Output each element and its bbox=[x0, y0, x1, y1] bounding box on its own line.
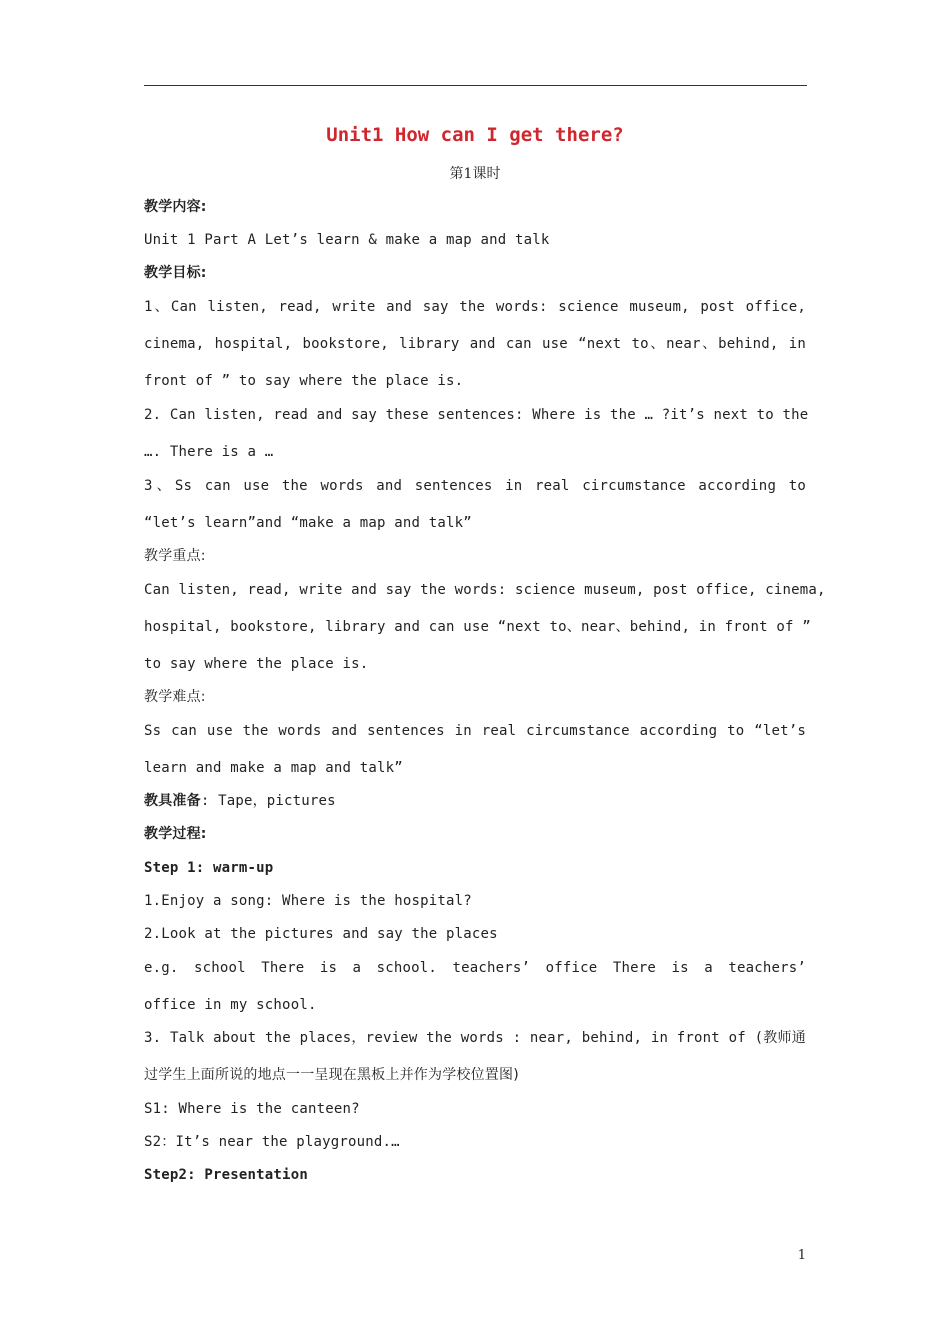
objective-1-line-2: cinema, hospital, bookstore, library and can use “next to、near、behind, in bbox=[144, 336, 806, 352]
page-number: 1 bbox=[797, 1248, 806, 1263]
step-1-item-3-line-2: 过学生上面所说的地点一一呈现在黑板上并作为学校位置图) bbox=[144, 1067, 519, 1083]
key-line-2: hospital, bookstore, library and can use “next to、near、behind, in front of ” bbox=[144, 619, 811, 635]
objective-3-line-1: 3、Ss can use the words and sentences in real circumstance according to bbox=[144, 478, 806, 494]
step-1-heading: Step 1: warm-up bbox=[144, 860, 274, 876]
heading-objectives: 教学目标: bbox=[144, 265, 207, 281]
key-line-1: Can listen, read, write and say the words: science museum, post office, cinema, bbox=[144, 582, 826, 598]
heading-difficult-points: 教学难点: bbox=[144, 689, 206, 705]
heading-aids: 教具准备 bbox=[144, 793, 201, 809]
objective-2-line-1: 2. Can listen, read and say these sentences: Where is the … ?it’s next to the bbox=[144, 407, 809, 423]
objective-3-line-2: “let’s learn”and “make a map and talk” bbox=[144, 515, 472, 531]
aids-value: : Tape，pictures bbox=[200, 793, 336, 809]
heading-key-points: 教学重点: bbox=[144, 548, 206, 564]
step-1-item-2: 2.Look at the pictures and say the places bbox=[144, 926, 498, 942]
step-2-heading: Step2: Presentation bbox=[144, 1167, 308, 1183]
step-1-example-line-2: office in my school. bbox=[144, 997, 317, 1013]
dialogue-answer: S2：It’s near the playground.… bbox=[144, 1134, 400, 1150]
difficult-line-2: learn and make a map and talk” bbox=[144, 760, 403, 776]
teaching-aids bbox=[144, 791, 806, 811]
objective-1-line-3: front of ” to say where the place is. bbox=[144, 373, 464, 389]
content-line: Unit 1 Part A Let’s learn & make a map and talk bbox=[144, 232, 550, 248]
objective-2-line-2: …. There is a … bbox=[144, 444, 274, 460]
heading-content: 教学内容: bbox=[144, 199, 207, 215]
difficult-line-1: Ss can use the words and sentences in real circumstance according to “let’s bbox=[144, 723, 806, 739]
document-title: Unit1 How can I get there? bbox=[326, 124, 624, 146]
objective-1-line-1: 1、Can listen, read, write and say the words: science museum, post office, bbox=[144, 299, 806, 315]
step-1-example-line-1: e.g. school There is a school. teachers’ office There is a teachers’ bbox=[144, 960, 806, 976]
lesson-number: 第1课时 bbox=[449, 166, 501, 182]
step-1-item-3-line-1: 3. Talk about the places，review the words : near, behind, in front of (教师通 bbox=[144, 1030, 806, 1046]
heading-process: 教学过程: bbox=[144, 826, 207, 842]
header-rule bbox=[144, 85, 807, 86]
dialogue-question: S1: Where is the canteen? bbox=[144, 1101, 360, 1117]
key-line-3: to say where the place is. bbox=[144, 656, 369, 672]
step-1-item-1: 1.Enjoy a song: Where is the hospital? bbox=[144, 893, 472, 909]
